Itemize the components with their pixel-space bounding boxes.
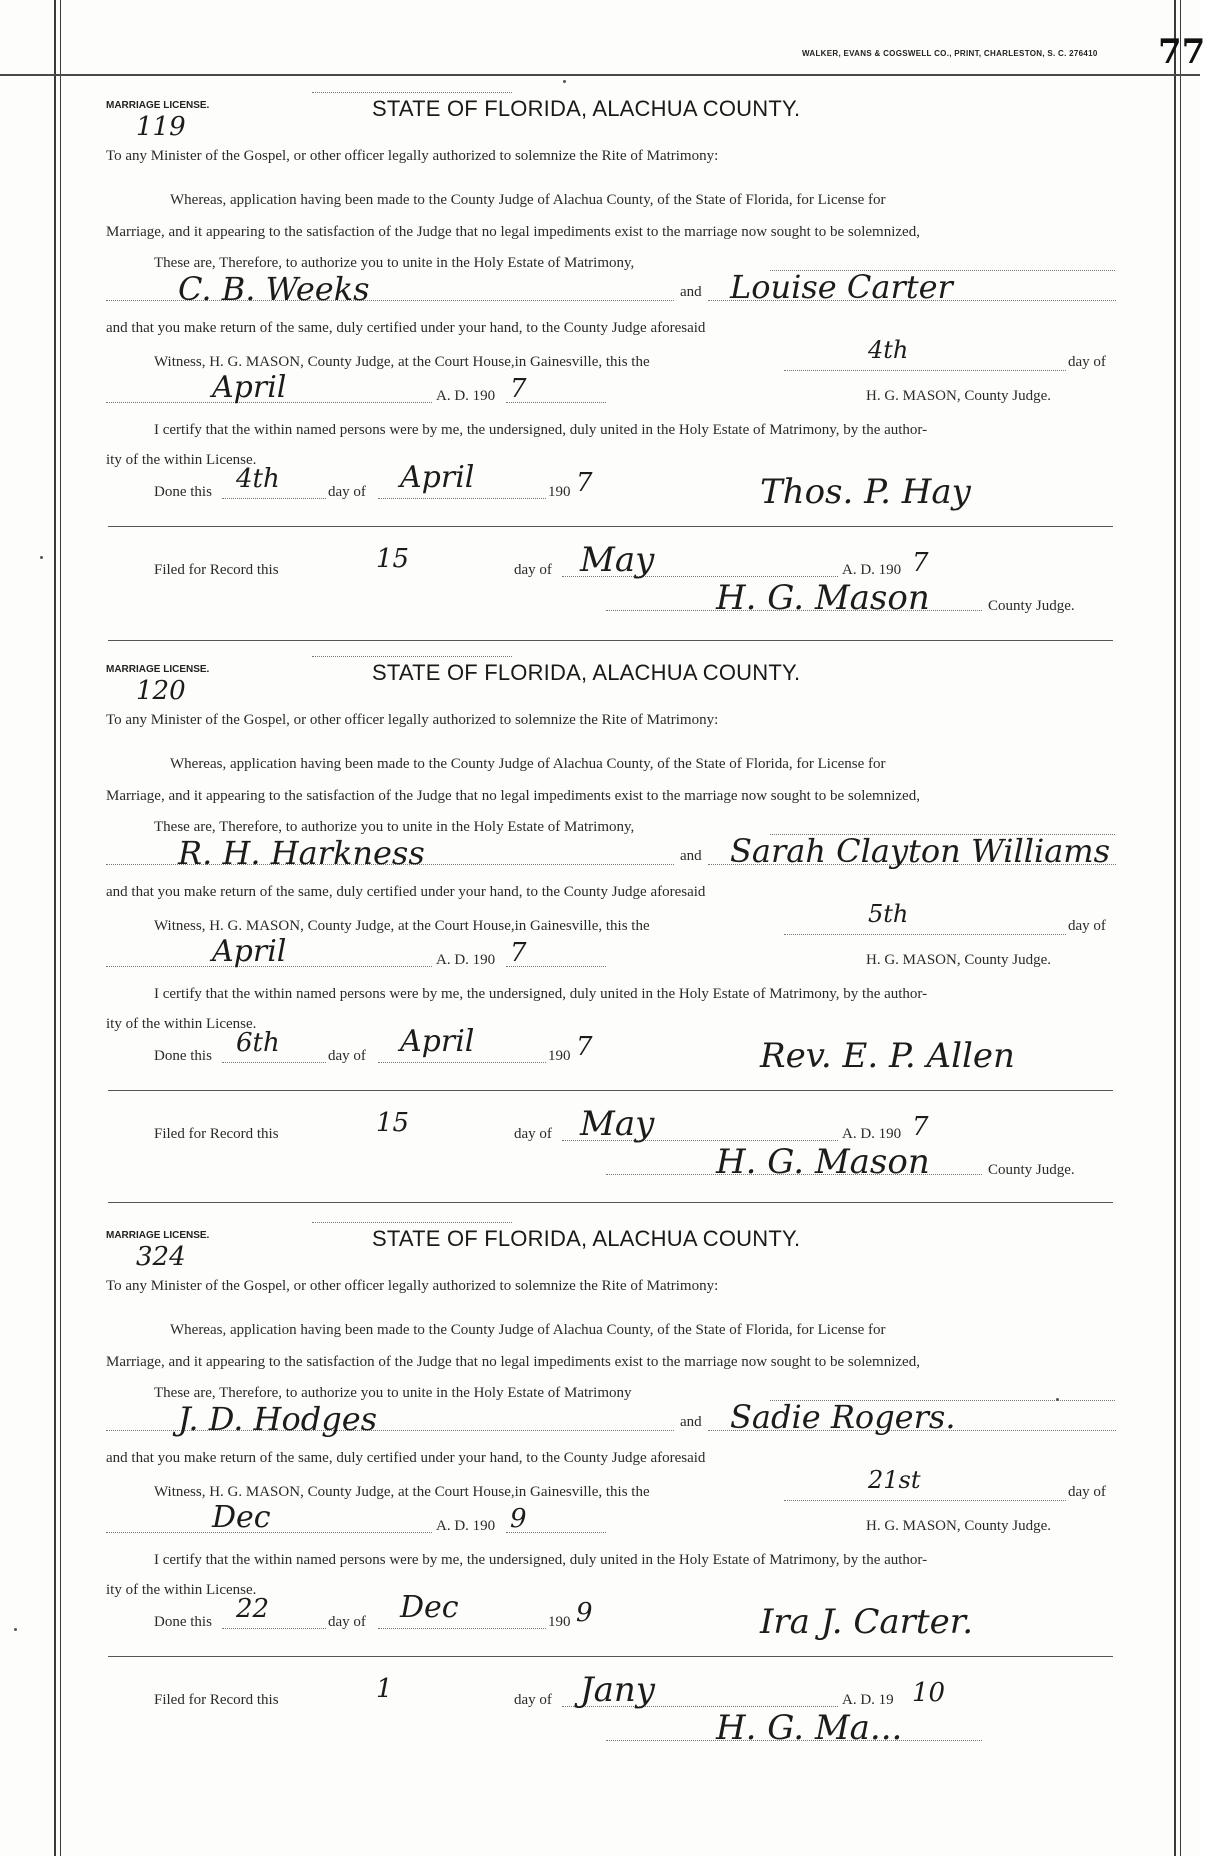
witness-day-blank <box>784 370 1066 371</box>
filed-year: 7 <box>912 548 929 578</box>
done-this-label: Done this <box>154 1614 212 1630</box>
clerk-signature: H. G. Mason <box>716 1142 930 1182</box>
record-separator <box>108 1202 1113 1203</box>
done-this-label: Done this <box>154 1048 212 1064</box>
whereas-line-2: Marriage, and it appearing to the satisfaction of the Judge that no legal impediments exist to the marriage now sought to be solemnized, <box>106 1354 920 1370</box>
officiant-signature: Ira J. Carter. <box>760 1602 974 1642</box>
day-of-label: day of <box>1068 1484 1106 1500</box>
done-month-blank <box>378 1628 546 1629</box>
filed-month: May <box>580 1104 655 1144</box>
witness-month: April <box>212 934 287 969</box>
filed-for-label: Filed for Record this <box>154 1692 279 1708</box>
and-word: and <box>680 1414 702 1430</box>
and-word: and <box>680 284 702 300</box>
address-line: To any Minister of the Gospel, or other officer legally authorized to solemnize the Rite of Matrimony: <box>106 712 719 728</box>
license-heading: STATE OF FLORIDA, ALACHUA COUNTY. <box>372 1226 801 1251</box>
filing-rule <box>108 1656 1113 1657</box>
witness-line: Witness, H. G. MASON, County Judge, at the Court House,in Gainesville, this the <box>154 354 650 370</box>
done-day: 4th <box>236 464 280 494</box>
clerk-signature: H. G. Ma... <box>716 1708 903 1748</box>
certify-line-1: I certify that the within named persons were by me, the undersigned, duly united in the Holy Estate of Matrimony, by the author- <box>154 986 928 1002</box>
authorize-line: These are, Therefore, to authorize you to unite in the Holy Estate of Matrimony, <box>154 255 635 271</box>
license-label: MARRIAGE LICENSE. <box>106 100 210 111</box>
day-of-label: day of <box>1068 918 1106 934</box>
ad-label: A. D. 190 <box>436 952 496 968</box>
witness-line: Witness, H. G. MASON, County Judge, at the Court House,in Gainesville, this the <box>154 918 650 934</box>
filing-rule <box>108 1090 1113 1091</box>
filed-day-of-label: day of <box>514 562 552 578</box>
done-day: 22 <box>236 1594 270 1624</box>
filed-ad-label: A. D. 19 <box>842 1692 894 1708</box>
filed-day-of-label: day of <box>514 1126 552 1142</box>
license-heading: STATE OF FLORIDA, ALACHUA COUNTY. <box>372 660 801 685</box>
authorize-line: These are, Therefore, to authorize you to unite in the Holy Estate of Matrimony, <box>154 819 635 835</box>
groom-name: R. H. Harkness <box>178 834 425 872</box>
witness-year-blank <box>506 402 606 403</box>
return-line: and that you make return of the same, duly certified under your hand, to the County Judge aforesaid <box>106 1450 706 1466</box>
certify-line-1: I certify that the within named persons were by me, the undersigned, duly united in the Holy Estate of Matrimony, by the author- <box>154 422 928 438</box>
filed-day: 15 <box>376 544 410 574</box>
page-number: 77 <box>1158 32 1205 72</box>
license-number: 119 <box>136 112 186 142</box>
witness-day: 5th <box>868 900 909 928</box>
filed-day-blank <box>312 1222 512 1223</box>
filed-year: 10 <box>912 1678 946 1708</box>
done-day-blank <box>222 1628 326 1629</box>
done-190-label: 190 <box>548 484 571 500</box>
witness-day: 4th <box>868 336 909 364</box>
whereas-line-1: Whereas, application having been made to the County Judge of Alachua County, of the State of Florida, for License for <box>170 756 886 772</box>
day-of-label: day of <box>1068 354 1106 370</box>
witness-day-blank <box>784 934 1066 935</box>
filed-month: Jany <box>580 1670 656 1710</box>
certify-line-1: I certify that the within named persons were by me, the undersigned, duly united in the Holy Estate of Matrimony, by the author- <box>154 1552 928 1568</box>
filed-ad-label: A. D. 190 <box>842 1126 902 1142</box>
license-number: 120 <box>136 676 186 706</box>
witness-line: Witness, H. G. MASON, County Judge, at the Court House,in Gainesville, this the <box>154 1484 650 1500</box>
done-year: 7 <box>576 468 593 498</box>
top-rule <box>0 74 1200 76</box>
done-day-blank <box>222 1062 326 1063</box>
bride-name: Sarah Clayton Williams <box>730 832 1111 870</box>
whereas-line-2: Marriage, and it appearing to the satisfaction of the Judge that no legal impediments exist to the marriage now sought to be solemnized, <box>106 224 920 240</box>
done-month: April <box>400 460 475 495</box>
whereas-line-1: Whereas, application having been made to the County Judge of Alachua County, of the State of Florida, for License for <box>170 192 886 208</box>
authorize-line: These are, Therefore, to authorize you to unite in the Holy Estate of Matrimony <box>154 1385 632 1401</box>
done-190-label: 190 <box>548 1614 571 1630</box>
county-judge-label: County Judge. <box>988 1162 1075 1178</box>
witness-day-blank <box>784 1500 1066 1501</box>
record-separator <box>108 640 1113 641</box>
marriage-record <box>0 92 1200 652</box>
license-label: MARRIAGE LICENSE. <box>106 1230 210 1241</box>
filed-day: 15 <box>376 1108 410 1138</box>
done-190-label: 190 <box>548 1048 571 1064</box>
done-year: 9 <box>576 1598 593 1628</box>
done-month: Dec <box>400 1590 459 1625</box>
witness-year: 7 <box>510 374 527 404</box>
filing-rule <box>108 526 1113 527</box>
filed-for-label: Filed for Record this <box>154 562 279 578</box>
filed-year: 7 <box>912 1112 929 1142</box>
address-line: To any Minister of the Gospel, or other officer legally authorized to solemnize the Rite of Matrimony: <box>106 148 719 164</box>
done-day: 6th <box>236 1028 280 1058</box>
judge-line: H. G. MASON, County Judge. <box>866 952 1052 968</box>
judge-line: H. G. MASON, County Judge. <box>866 388 1052 404</box>
filed-day-blank <box>312 92 512 93</box>
witness-month: April <box>212 370 287 405</box>
filed-day-of-label: day of <box>514 1692 552 1708</box>
filed-ad-label: A. D. 190 <box>842 562 902 578</box>
done-year: 7 <box>576 1032 593 1062</box>
license-label: MARRIAGE LICENSE. <box>106 664 210 675</box>
witness-day: 21st <box>868 1466 921 1494</box>
license-number: 324 <box>136 1242 186 1272</box>
return-line: and that you make return of the same, duly certified under your hand, to the County Judge aforesaid <box>106 320 706 336</box>
and-word: and <box>680 848 702 864</box>
done-month-blank <box>378 1062 546 1063</box>
ad-label: A. D. 190 <box>436 1518 496 1534</box>
filed-day-blank <box>312 656 512 657</box>
groom-name: J. D. Hodges <box>178 1400 378 1438</box>
filed-day: 1 <box>376 1674 393 1704</box>
done-month: April <box>400 1024 475 1059</box>
bride-name: Louise Carter <box>730 268 953 306</box>
address-line: To any Minister of the Gospel, or other officer legally authorized to solemnize the Rite of Matrimony: <box>106 1278 719 1294</box>
officiant-signature: Thos. P. Hay <box>760 472 971 512</box>
witness-year: 9 <box>510 1504 527 1534</box>
certify-line-2: ity of the within License. <box>106 452 257 468</box>
clerk-signature: H. G. Mason <box>716 578 930 618</box>
county-judge-label: County Judge. <box>988 598 1075 614</box>
certify-line-2: ity of the within License. <box>106 1582 257 1598</box>
filed-month: May <box>580 540 655 580</box>
license-heading: STATE OF FLORIDA, ALACHUA COUNTY. <box>372 96 801 121</box>
return-line: and that you make return of the same, duly certified under your hand, to the County Judge aforesaid <box>106 884 706 900</box>
done-day-of-label: day of <box>328 1048 366 1064</box>
judge-line: H. G. MASON, County Judge. <box>866 1518 1052 1534</box>
certify-line-2: ity of the within License. <box>106 1016 257 1032</box>
ink-speck <box>563 80 566 83</box>
bride-name: Sadie Rogers. <box>730 1398 956 1436</box>
whereas-line-1: Whereas, application having been made to the County Judge of Alachua County, of the State of Florida, for License for <box>170 1322 886 1338</box>
ad-label: A. D. 190 <box>436 388 496 404</box>
witness-year-blank <box>506 966 606 967</box>
done-day-blank <box>222 498 326 499</box>
witness-month: Dec <box>212 1500 271 1535</box>
filed-for-label: Filed for Record this <box>154 1126 279 1142</box>
done-this-label: Done this <box>154 484 212 500</box>
whereas-line-2: Marriage, and it appearing to the satisfaction of the Judge that no legal impediments exist to the marriage now sought to be solemnized, <box>106 788 920 804</box>
witness-year-blank <box>506 1532 606 1533</box>
officiant-signature: Rev. E. P. Allen <box>760 1036 1015 1076</box>
done-month-blank <box>378 498 546 499</box>
printer-imprint: WALKER, EVANS & COGSWELL CO., PRINT, CHARLESTON, S. C. 276410 <box>802 49 1098 58</box>
done-day-of-label: day of <box>328 484 366 500</box>
marriage-record <box>0 1222 1200 1782</box>
done-day-of-label: day of <box>328 1614 366 1630</box>
marriage-record <box>0 656 1200 1216</box>
witness-year: 7 <box>510 938 527 968</box>
groom-name: C. B. Weeks <box>178 270 370 308</box>
